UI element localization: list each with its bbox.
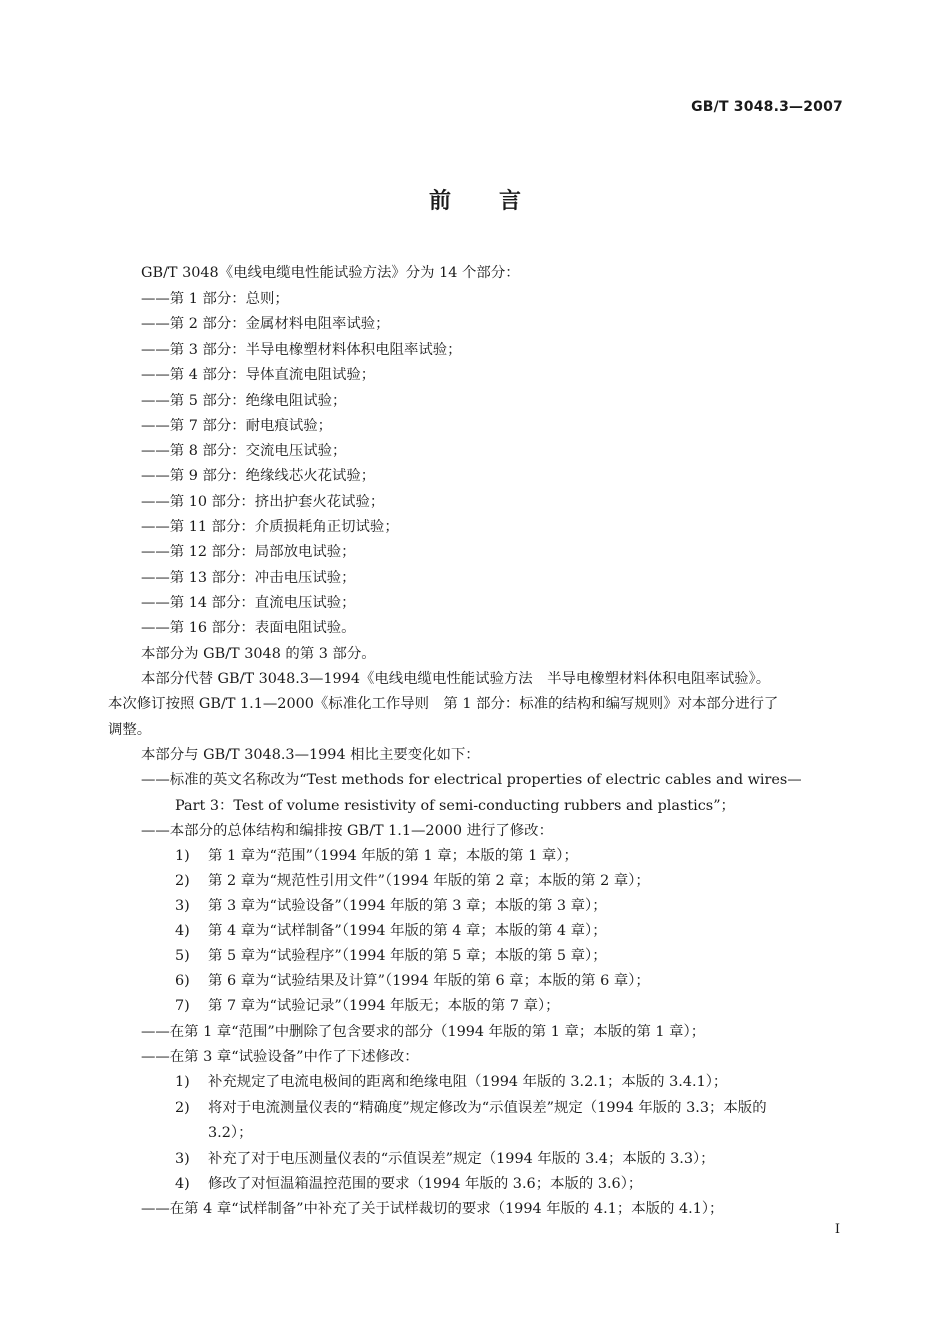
structure-item (175, 847, 578, 865)
change-title-line-1: ——标准的英文名称改为“Test methods for electrical properties of electric cables and wires— (141, 772, 802, 788)
part-list-item: ——第 3 部分：半导电橡塑材料体积电阻率试验； (141, 342, 462, 358)
structure-item (175, 947, 607, 965)
structure-item (175, 922, 607, 940)
replaces-paragraph-line-2: 本次修订按照 GB/T 1.1—2000《标准化工作导则 第 1 部分：标准的结构和编写规则》对本部分进行了 (108, 696, 779, 712)
chapter3-item (175, 1073, 727, 1091)
part-list-item: ——第 11 部分：介质损耗角正切试验； (141, 519, 399, 535)
page-title: 前言 (428, 189, 569, 214)
item-text: 第 5 章为“试验程序”（1994 年版的第 5 章；本版的第 5 章）； (208, 948, 607, 964)
item-text: 第 4 章为“试样制备”（1994 年版的第 4 章；本版的第 4 章）； (208, 923, 607, 939)
changes-intro: 本部分与 GB/T 3048.3—1994 相比主要变化如下： (141, 747, 480, 763)
part-list-item: ——第 13 部分：冲击电压试验； (141, 570, 356, 586)
part-list-item: ——第 7 部分：耐电痕试验； (141, 418, 332, 434)
item-text: 第 3 章为“试验设备”（1994 年版的第 3 章；本版的第 3 章）； (208, 898, 607, 914)
part-list-item: ——第 4 部分：导体直流电阻试验； (141, 367, 376, 383)
chapter4-change: ——在第 4 章“试样制备”中补充了关于试样裁切的要求（1994 年版的 4.1；本版的 4.1）； (141, 1201, 724, 1217)
item-text: 修改了对恒温箱温控范围的要求（1994 年版的 3.6；本版的 3.6）； (208, 1176, 643, 1192)
change-title-line-2: Part 3：Test of volume resistivity of semi-conducting rubbers and plastics”； (175, 798, 735, 814)
part-list-item: ——第 14 部分：直流电压试验； (141, 595, 356, 611)
structure-item (175, 972, 650, 990)
part-list-item: ——第 8 部分：交流电压试验； (141, 443, 347, 459)
item-number: 1) (175, 1074, 190, 1090)
item-number: 2) (175, 1100, 190, 1116)
item-number: 7) (175, 998, 190, 1014)
item-number: 3) (175, 898, 190, 914)
item-number: 4) (175, 1176, 190, 1192)
item-text: 第 7 章为“试验记录”（1994 年版无；本版的第 7 章）； (208, 998, 560, 1014)
item-number: 6) (175, 973, 190, 989)
item-number: 1) (175, 848, 190, 864)
structure-intro: ——本部分的总体结构和编排按 GB/T 1.1—2000 进行了修改： (141, 823, 553, 839)
chapter1-change: ——在第 1 章“范围”中删除了包含要求的部分（1994 年版的第 1 章；本版的第 1 章）； (141, 1024, 706, 1040)
item-number: 4) (175, 923, 190, 939)
part-list-item: ——第 10 部分：挤出护套火花试验； (141, 494, 385, 510)
item-text: 补充了对于电压测量仪表的“示值误差”规定（1994 年版的 3.4；本版的 3.3）； (208, 1151, 715, 1167)
item-number: 3) (175, 1151, 190, 1167)
item-text: 将对于电流测量仪表的“精确度”规定修改为“示值误差”规定（1994 年版的 3.3；本版的 (208, 1100, 767, 1116)
replaces-paragraph-line-1: 本部分代替 GB/T 3048.3—1994《电线电缆电性能试验方法 半导电橡塑材料体积电阻率试验》。 (141, 671, 771, 687)
item-number: 2) (175, 873, 190, 889)
part-list-item: ——第 16 部分：表面电阻试验。 (141, 620, 356, 636)
parts-intro: GB/T 3048《电线电缆电性能试验方法》分为 14 个部分： (141, 265, 520, 281)
part-list-item: ——第 1 部分：总则； (141, 291, 289, 307)
item-text: 补充规定了电流电极间的距离和绝缘电阻（1994 年版的 3.2.1；本版的 3.4.1）； (208, 1074, 728, 1090)
chapter3-item (175, 1150, 715, 1168)
standard-code: GB/T 3048.3—2007 (691, 99, 843, 115)
chapter3-intro: ——在第 3 章“试验设备”中作了下述修改： (141, 1049, 419, 1065)
replaces-paragraph-line-3: 调整。 (108, 722, 152, 738)
item-text: 第 2 章为“规范性引用文件”（1994 年版的第 2 章；本版的第 2 章）； (208, 873, 650, 889)
structure-item (175, 872, 650, 890)
part-of-statement: 本部分为 GB/T 3048 的第 3 部分。 (141, 646, 376, 662)
item-text: 第 1 章为“范围”（1994 年版的第 1 章；本版的第 1 章）； (208, 848, 578, 864)
chapter3-item (175, 1175, 642, 1193)
structure-item (175, 997, 560, 1015)
chapter3-item (175, 1099, 767, 1117)
item-number: 5) (175, 948, 190, 964)
page-number: I (834, 1222, 840, 1237)
part-list-item: ——第 12 部分：局部放电试验； (141, 544, 356, 560)
chapter3-item-continuation: 3.2）； (208, 1125, 253, 1141)
part-list-item: ——第 5 部分：绝缘电阻试验； (141, 393, 347, 409)
structure-item (175, 897, 607, 915)
part-list-item: ——第 9 部分：绝缘线芯火花试验； (141, 468, 376, 484)
part-list-item: ——第 2 部分：金属材料电阻率试验； (141, 316, 390, 332)
item-text: 第 6 章为“试验结果及计算”（1994 年版的第 6 章；本版的第 6 章）； (208, 973, 650, 989)
